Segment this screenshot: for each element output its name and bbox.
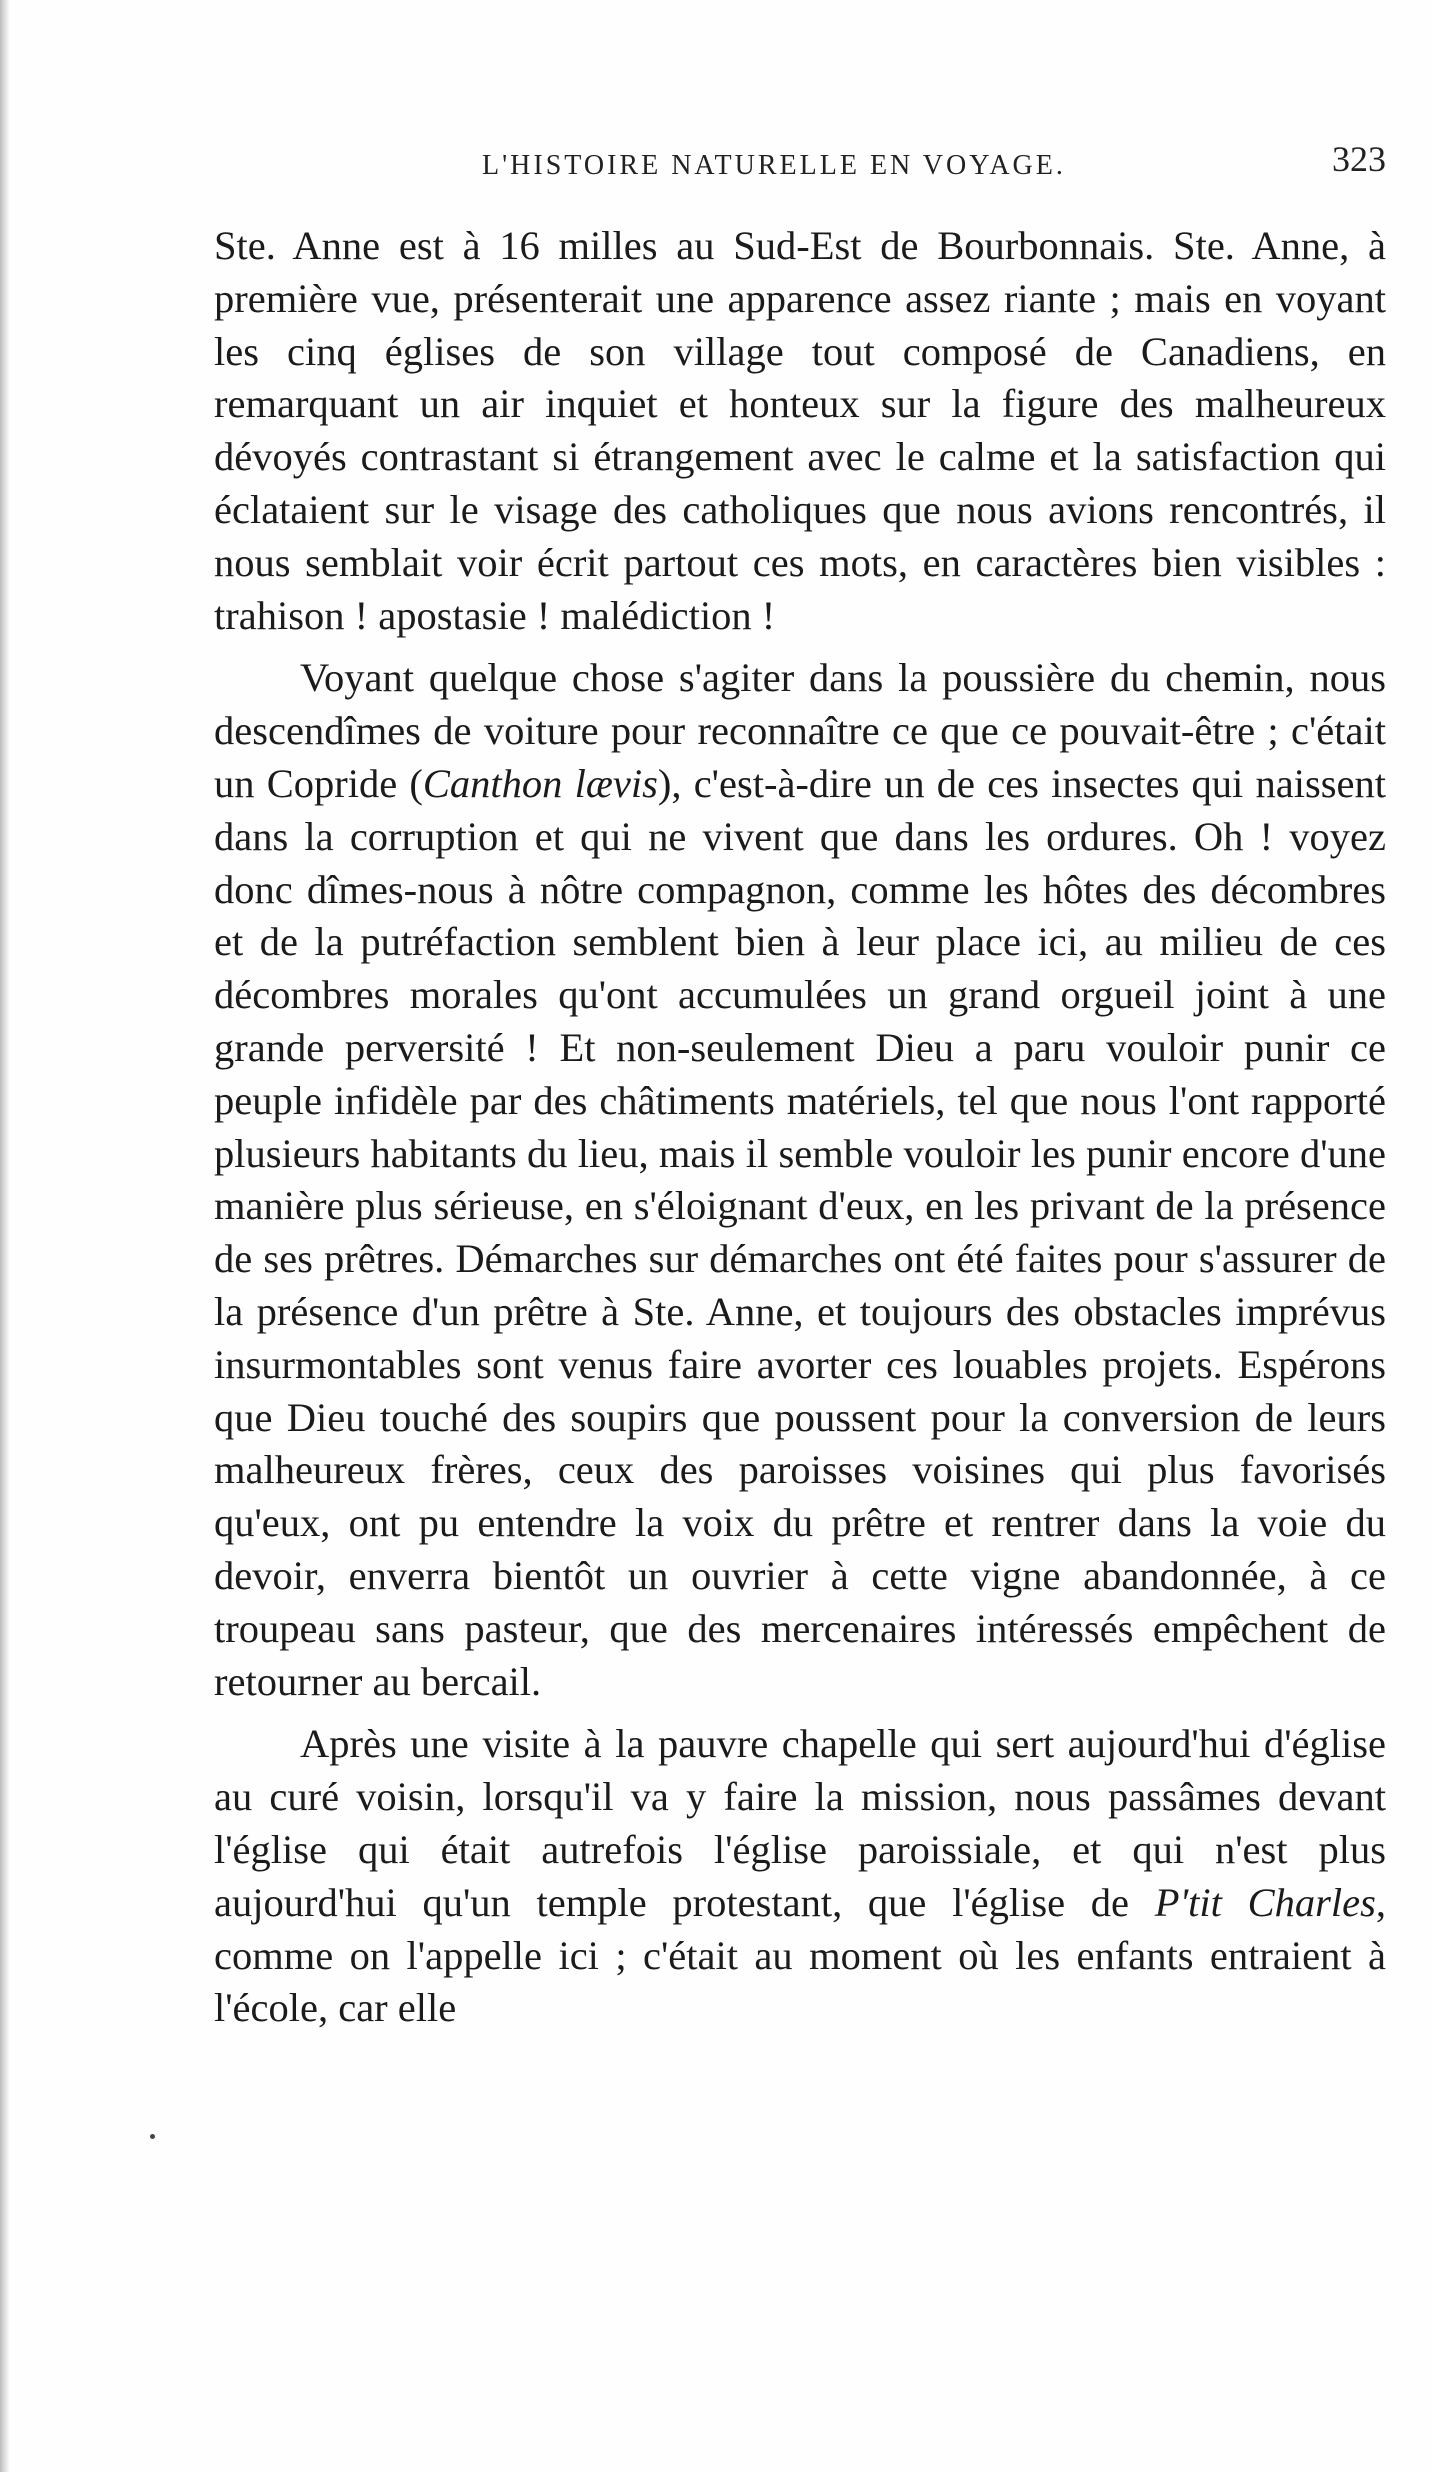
paragraph-2-text-after: ), c'est-à-dire un de ces insectes qui naissent dans la corruption et qui ne vivent que dans les ordures. Oh ! voyez donc dîmes-nous à nôtre compagnon, comme les hôtes des décombres et de la putréfaction semblent bien à leur place ici, au milieu de ces décombres morales qu'ont accumulées un grand orgueil joint à une grande perversité ! Et non-seulement Dieu a paru vouloir punir ce peuple infidèle par des châtiments matériels, tel que nous l'ont rapporté plusieurs habitants du lieu, mais il semble vouloir les punir encore d'une manière plus sérieuse, en s'éloignant d'eux, en les privant de la présence de ses prêtres. Démarches sur démarches ont été faites pour s'assurer de la présence d'un prêtre à Ste. Anne, et toujours des obstacles imprévus insurmontables sont venus faire avorter ces louables projets. Espérons que Dieu touché des soupirs que poussent pour la conversion de leurs malheureux frères, ceux des paroisses voisines qui plus favorisés qu'eux, ont pu entendre la voix du prêtre et rentrer dans la voie du devoir, enverra bientôt un ouvrier à cette vigne abandonnée, à ce troupeau sans pasteur, que des mercenaires intéressés empêchent de retourner au bercail.	[214, 760, 1386, 1704]
running-title: L'HISTOIRE NATURELLE EN VOYAGE.	[482, 150, 1066, 181]
paragraph-2	[214, 652, 1386, 1708]
paragraph-1	[214, 220, 1386, 642]
page-number: 323	[1332, 139, 1386, 179]
paragraph-3	[214, 1718, 1386, 2035]
ink-dot-mark	[150, 2134, 155, 2139]
paragraph-3-text-after: , comme on l'appelle ici ; c'était au moment où les enfants entraient à l'école, car elle	[214, 1879, 1386, 2031]
body-text	[214, 220, 1386, 2035]
paragraph-2-text-before: Voyant quelque chose s'agiter dans la poussière du chemin, nous descendîmes de voiture pour reconnaître ce que ce pouvait-être ; c'était un Copride (	[214, 655, 1386, 806]
page-binding-edge	[0, 0, 10, 2472]
paragraph-3-text-before: Après une visite à la pauvre chapelle qui sert aujourd'hui d'église au curé voisin, lorsqu'il va y faire la mission, nous passâmes devant l'église qui était autrefois l'église paroissiale, et qui n'est plus aujourd'hui qu'un temple protestant, que l'église de	[214, 1721, 1386, 1925]
species-name-italic: Canthon lævis	[422, 760, 658, 806]
running-head	[214, 138, 1386, 188]
church-name-italic: P'tit Charles	[1154, 1879, 1376, 1925]
paragraph-1-text: Ste. Anne est à 16 milles au Sud-Est de Bourbonnais. Ste. Anne, à première vue, présenterait une apparence assez riante ; mais en voyant les cinq églises de son village tout composé de Canadiens, en remarquant un air inquiet et honteux sur la figure des malheureux dévoyés contrastant si étrangement avec le calme et la satisfaction qui éclataient sur le visage des catholiques que nous avions rencontrés, il nous semblait voir écrit partout ces mots, en caractères bien visibles : trahison ! apostasie ! malédiction !	[214, 223, 1386, 638]
